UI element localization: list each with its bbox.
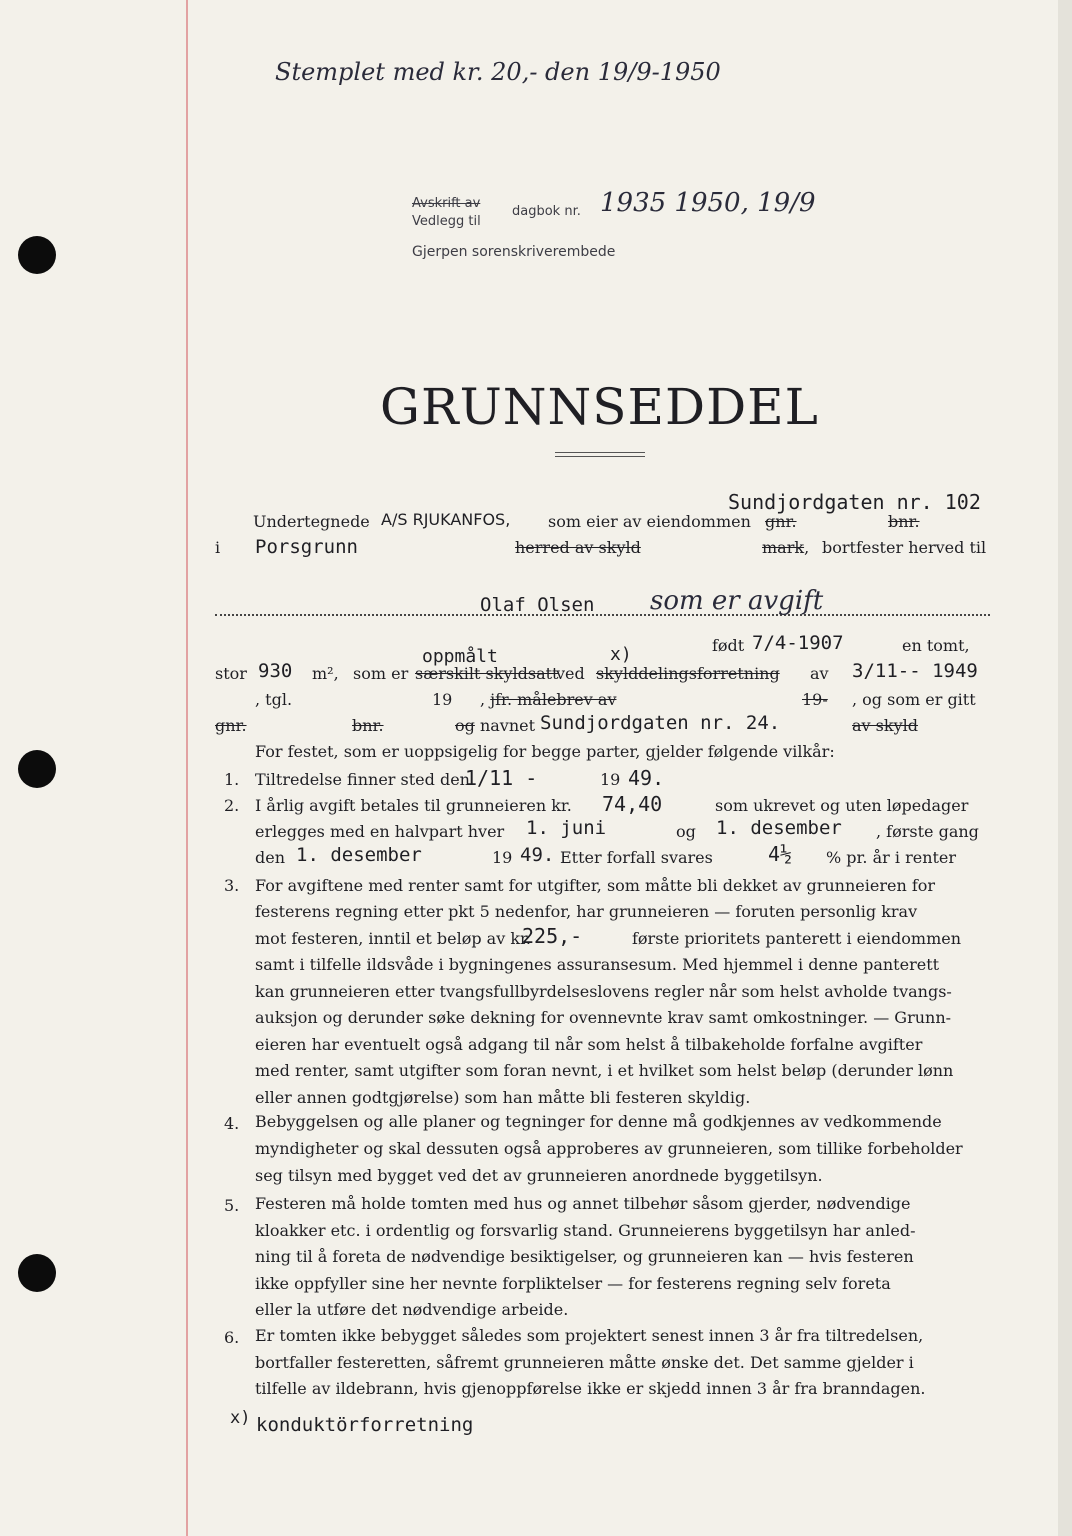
condition-3-line-5: kan grunneieren etter tvangsfullbyrdelseslovens regler når som helst avholde tvangs- xyxy=(255,982,952,1001)
title-underline xyxy=(555,452,645,453)
condition-3-line-3b: første prioritets panterett i eiendommen xyxy=(632,929,962,948)
jfr-malebrev: , jfr. målebrev av xyxy=(480,690,617,709)
footnote-mark: x) xyxy=(230,1408,251,1428)
document-title: GRUNNSEDDEL xyxy=(380,378,819,436)
condition-3-line-1: For avgiftene med renter samt for utgifter, som måtte bli dekket av grunneieren for xyxy=(255,876,936,895)
first-payment-date: 1. desember xyxy=(296,844,422,866)
condition-5-number: 5. xyxy=(224,1196,240,1215)
og-som-er-gitt: , og som er gitt xyxy=(852,690,976,709)
size-stor: stor xyxy=(215,664,247,683)
stamp-office: Gjerpen sorenskriverembede xyxy=(412,244,616,260)
stamp-journal-number: 1935 1950, 19/9 xyxy=(600,188,816,218)
condition-6-line-3: tilfelle av ildebrann, hvis gjenoppførelse ikke er skjedd innen 3 år fra branndagen. xyxy=(255,1379,926,1398)
condition-2-b: som ukrevet og uten løpedager xyxy=(715,796,969,815)
tgl-19-2: 19- xyxy=(802,690,828,709)
condition-4-line-3: seg tilsyn med bygget ved det av grunneieren anordnede byggetilsyn. xyxy=(255,1166,823,1185)
saerskilt-skyldsatt: særskilt skyldsatt xyxy=(415,664,559,683)
interest-rate: 4½ xyxy=(768,842,793,866)
bnr-label: bnr. xyxy=(352,716,384,735)
conditions-intro: For festet, som er uoppsigelig for begge parter, gjelder følgende vilkår: xyxy=(255,742,835,761)
intro-i: i xyxy=(215,538,221,557)
condition-3-line-7: eieren har eventuelt også adgang til når som helst å tilbakeholde forfalne avgifter xyxy=(255,1035,923,1054)
lien-amount: 225,- xyxy=(522,924,583,948)
punch-hole-bottom xyxy=(18,1254,56,1292)
division-date: 3/11-- 1949 xyxy=(852,660,978,682)
en-tomt: en tomt, xyxy=(902,636,970,655)
place-name: Porsgrunn xyxy=(255,536,358,558)
tgl-label: , tgl. xyxy=(255,690,293,709)
condition-2-e: , første gang xyxy=(876,822,979,841)
intro-gnr: gnr. xyxy=(765,512,797,531)
av-skyld: av skyld xyxy=(852,716,918,735)
title-underline-2 xyxy=(555,456,645,457)
condition-5-line-5: eller la utføre det nødvendige arbeide. xyxy=(255,1300,569,1319)
condition-2-number: 2. xyxy=(224,796,240,815)
stamp-dagbok: dagbok nr. xyxy=(512,204,581,219)
condition-5-line-2: kloakker etc. i ordentlig og forsvarlig stand. Grunneierens byggetilsyn har anled- xyxy=(255,1221,916,1240)
condition-3-number: 3. xyxy=(224,876,240,895)
intro-mark: mark, xyxy=(762,538,810,557)
condition-1-year-pre: 19 xyxy=(600,770,621,789)
margin-line xyxy=(186,0,188,1536)
payment-date-2: 1. desember xyxy=(716,817,842,839)
punch-hole-middle xyxy=(18,750,56,788)
lessee-dotted-line xyxy=(215,614,990,616)
condition-5-line-4: ikke oppfyller sine her nevnte forpliktelser — for festerens regning selv foreta xyxy=(255,1274,891,1293)
stamp-avskrift: Avskrift av xyxy=(412,196,481,211)
property-address: Sundjordgaten nr. 102 xyxy=(728,490,981,514)
handwritten-stamp-note: Stemplet med kr. 20,- den 19/9-1950 xyxy=(275,58,721,86)
condition-1-text: Tiltredelse finner sted den xyxy=(255,770,470,789)
size-av: av xyxy=(810,664,829,683)
intro-herred: herred av skyld xyxy=(515,538,641,557)
intro-eier: som eier av eiendommen xyxy=(548,512,751,531)
company-name: A/S RJUKANFOS, xyxy=(381,510,511,529)
lessee-handwritten-note: som er avgift xyxy=(650,586,824,616)
area-value: 930 xyxy=(258,660,293,682)
tgl-19: 19 xyxy=(432,690,453,709)
condition-2-c: erlegges med en halvpart hver xyxy=(255,822,505,841)
condition-3-line-3a: mot festeren, inntil et beløp av kr. xyxy=(255,929,531,948)
condition-5-line-1: Festeren må holde tomten med hus og annet tilbehør såsom gjerder, nødvendige xyxy=(255,1194,911,1213)
condition-2-g: % pr. år i renter xyxy=(826,848,957,867)
condition-2-og: og xyxy=(676,822,696,841)
condition-3-line-8: med renter, samt utgifter som foran nevnt, i et hvilket som helst beløp (derunder lønn xyxy=(255,1061,954,1080)
intro-bnr: bnr. xyxy=(888,512,920,531)
page-right-edge xyxy=(1058,0,1072,1536)
condition-1-date: 1/11 - xyxy=(465,766,538,790)
annual-fee: 74,40 xyxy=(602,792,663,816)
skylddelingsforretning: skylddelingsforretning xyxy=(596,664,780,683)
oppmalt-typed: oppmålt xyxy=(422,646,498,667)
property-name: Sundjordgaten nr. 24. xyxy=(540,712,781,734)
area-unit: m², xyxy=(312,664,339,683)
footnote-text: konduktörforretning xyxy=(256,1414,474,1436)
og-navnet: og navnet xyxy=(455,716,536,735)
condition-1-year: 49. xyxy=(628,766,665,790)
condition-3-line-6: auksjon og derunder søke dekning for ovennevnte krav samt omkostninger. — Grunn- xyxy=(255,1008,952,1027)
condition-4-line-2: myndigheter og skal dessuten også approberes av grunneieren, som tillike forbeholder xyxy=(255,1139,963,1158)
condition-2-den: den xyxy=(255,848,286,867)
payment-date-1: 1. juni xyxy=(526,817,607,839)
condition-3-line-4: samt i tilfelle ildsvåde i bygningenes assuransesum. Med hjemmel i denne panterett xyxy=(255,955,940,974)
intro-undertegnede: Undertegnede xyxy=(253,512,370,531)
stamp-vedlegg: Vedlegg til xyxy=(412,214,481,229)
size-som-er: som er xyxy=(353,664,409,683)
condition-3-line-9: eller annen godtgjørelse) som han måtte bli festeren skyldig. xyxy=(255,1088,751,1107)
lessee-name: Olaf Olsen xyxy=(480,594,595,616)
footnote-mark-inline: x) xyxy=(610,644,632,665)
gnr-label: gnr. xyxy=(215,716,247,735)
condition-5-line-3: ning til å foreta de nødvendige besiktigelser, og grunneieren kan — hvis festeren xyxy=(255,1247,914,1266)
born-label: født xyxy=(712,636,745,655)
condition-6-number: 6. xyxy=(224,1328,240,1347)
condition-4-number: 4. xyxy=(224,1114,240,1133)
intro-bortfester: bortfester herved til xyxy=(822,538,987,557)
condition-2-year: 49. xyxy=(520,844,555,866)
size-ved: ved xyxy=(556,664,585,683)
condition-2-year-pre: 19 xyxy=(492,848,513,867)
born-date: 7/4-1907 xyxy=(752,632,844,654)
condition-3-line-2: festerens regning etter pkt 5 nedenfor, har grunneieren — foruten personlig krav xyxy=(255,902,918,921)
condition-6-line-2: bortfaller festeretten, såfremt grunneieren måtte ønske det. Det samme gjelder i xyxy=(255,1353,914,1372)
punch-hole-top xyxy=(18,236,56,274)
condition-4-line-1: Bebyggelsen og alle planer og tegninger for denne må godkjennes av vedkommende xyxy=(255,1112,942,1131)
condition-6-line-1: Er tomten ikke bebygget således som projektert senest innen 3 år fra tiltredelsen, xyxy=(255,1326,924,1345)
condition-2-f: Etter forfall svares xyxy=(560,848,713,867)
condition-2-a: I årlig avgift betales til grunneieren kr. xyxy=(255,796,572,815)
condition-1-number: 1. xyxy=(224,770,240,789)
